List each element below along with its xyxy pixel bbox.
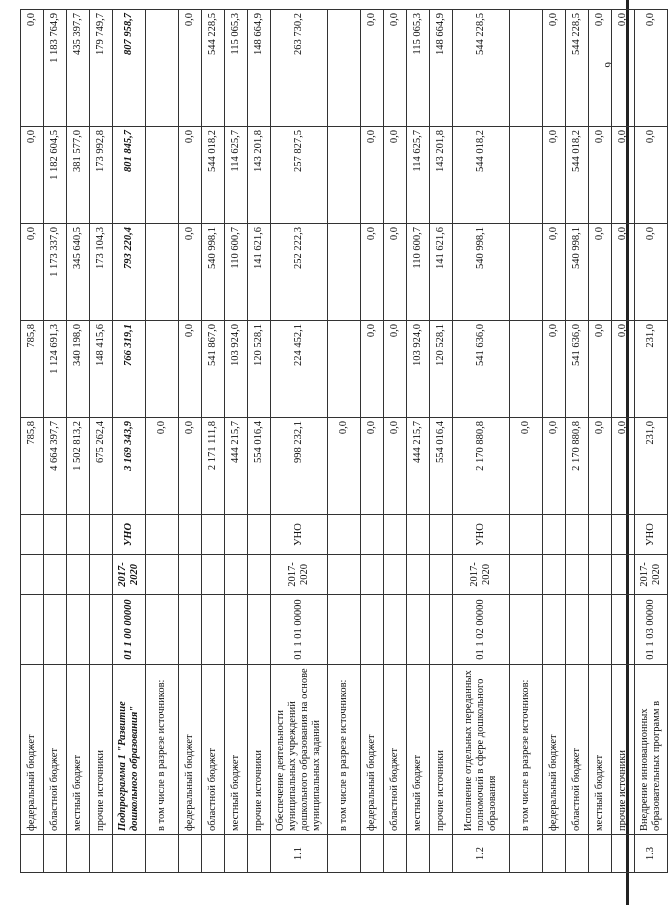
row-name-cell: Обеспечение деятельности муниципальных учреждений дошкольного образования на основе муниципальных заданий (271, 665, 328, 835)
budget-code-cell: 01 1 00 00000 (113, 595, 146, 665)
executor-cell (179, 515, 202, 555)
period-cell (67, 555, 90, 595)
value-cell (328, 127, 361, 224)
row-name-cell: прочие источники (430, 665, 453, 835)
row-number-cell (179, 835, 202, 873)
value-cell: 544 228,5 (453, 10, 510, 127)
period-cell (430, 555, 453, 595)
budget-code-cell: 01 1 02 00000 (453, 595, 510, 665)
period-cell (179, 555, 202, 595)
budget-code-cell (566, 595, 589, 665)
row-name-cell: федеральный бюджет (361, 665, 384, 835)
executor-cell: УНО (453, 515, 510, 555)
value-cell: 114 625,7 (225, 127, 248, 224)
row-name-cell: федеральный бюджет (21, 665, 44, 835)
value-cell (510, 10, 543, 127)
table-row (21, 10, 44, 873)
budget-code-cell (225, 595, 248, 665)
value-cell: 141 621,6 (248, 224, 271, 321)
value-cell: 110 600,7 (407, 224, 430, 321)
value-cell: 0,0 (179, 224, 202, 321)
value-cell: 675 262,4 (90, 418, 113, 515)
value-cell: 998 232,1 (271, 418, 328, 515)
budget-code-cell (146, 595, 179, 665)
row-number-cell (407, 835, 430, 873)
executor-cell (67, 515, 90, 555)
row-number-cell (612, 835, 635, 873)
value-cell: 3 169 343,9 (113, 418, 146, 515)
row-number-cell (113, 835, 146, 873)
budget-table-body (21, 10, 668, 873)
table-row (146, 10, 179, 873)
row-number-cell (430, 835, 453, 873)
row-name-cell: федеральный бюджет (543, 665, 566, 835)
period-cell (589, 555, 612, 595)
table-row (271, 10, 328, 873)
value-cell: 4 664 397,7 (44, 418, 67, 515)
row-name-cell: в том числе в разрезе источников: (510, 665, 543, 835)
value-cell: 544 018,2 (453, 127, 510, 224)
table-row (407, 10, 430, 873)
period-cell (543, 555, 566, 595)
row-number-cell (225, 835, 248, 873)
row-number-cell (202, 835, 225, 873)
table-row (589, 10, 612, 873)
row-number-cell (248, 835, 271, 873)
period-cell (361, 555, 384, 595)
executor-cell (589, 515, 612, 555)
value-cell: 115 065,3 (407, 10, 430, 127)
value-cell: 0,0 (21, 224, 44, 321)
budget-code-cell (44, 595, 67, 665)
value-cell: 231,0 (635, 418, 668, 515)
value-cell: 0,0 (384, 10, 407, 127)
table-row (248, 10, 271, 873)
value-cell: 115 065,3 (225, 10, 248, 127)
table-row (113, 10, 146, 873)
value-cell: 0,0 (361, 224, 384, 321)
row-name-cell: местный бюджет (67, 665, 90, 835)
table-row (44, 10, 67, 873)
value-cell (328, 224, 361, 321)
value-cell (510, 224, 543, 321)
budget-code-cell (328, 595, 361, 665)
period-cell (384, 555, 407, 595)
row-name-cell: Внедрение инновационных образовательных программ в (635, 665, 668, 835)
row-number-cell (146, 835, 179, 873)
value-cell (328, 321, 361, 418)
row-number-cell (589, 835, 612, 873)
value-cell: 0,0 (21, 127, 44, 224)
value-cell: 0,0 (543, 224, 566, 321)
value-cell: 103 924,0 (225, 321, 248, 418)
value-cell: 0,0 (635, 10, 668, 127)
row-number-cell (510, 835, 543, 873)
value-cell: 0,0 (146, 418, 179, 515)
budget-code-cell (67, 595, 90, 665)
table-row (361, 10, 384, 873)
value-cell: 173 104,3 (90, 224, 113, 321)
row-number-cell (361, 835, 384, 873)
row-name-cell: областной бюджет (384, 665, 407, 835)
table-row (90, 10, 113, 873)
table-row (543, 10, 566, 873)
page-number: 6 (602, 62, 614, 68)
value-cell: 0,0 (384, 224, 407, 321)
value-cell: 0,0 (384, 418, 407, 515)
value-cell: 807 958,7 (113, 10, 146, 127)
row-number-cell (67, 835, 90, 873)
period-cell (44, 555, 67, 595)
row-name-cell: Исполнение отдельных переданных полномочий в сфере дошкольного образования (453, 665, 510, 835)
table-row (67, 10, 90, 873)
value-cell: 0,0 (589, 224, 612, 321)
table-row (384, 10, 407, 873)
value-cell: 0,0 (384, 127, 407, 224)
budget-table-sheet (20, 10, 662, 873)
value-cell: 2 170 880,8 (566, 418, 589, 515)
value-cell: 340 198,0 (67, 321, 90, 418)
row-name-cell: областной бюджет (202, 665, 225, 835)
period-cell (328, 555, 361, 595)
period-cell: 2017-2020 (271, 555, 328, 595)
value-cell: 0,0 (361, 418, 384, 515)
executor-cell (361, 515, 384, 555)
value-cell: 141 621,6 (430, 224, 453, 321)
value-cell: 143 201,8 (430, 127, 453, 224)
value-cell: 544 228,5 (566, 10, 589, 127)
value-cell: 0,0 (361, 127, 384, 224)
budget-code-cell (589, 595, 612, 665)
budget-code-cell (407, 595, 430, 665)
value-cell: 0,0 (543, 127, 566, 224)
row-number-cell (384, 835, 407, 873)
row-number-cell: 1.3 (635, 835, 668, 873)
period-cell (225, 555, 248, 595)
row-name-cell: областной бюджет (44, 665, 67, 835)
row-number-cell (21, 835, 44, 873)
row-name-cell: прочие источники (248, 665, 271, 835)
period-cell: 2017-2020 (635, 555, 668, 595)
table-row (430, 10, 453, 873)
value-cell: 785,8 (21, 418, 44, 515)
value-cell (510, 321, 543, 418)
budget-code-cell (179, 595, 202, 665)
value-cell: 148 664,9 (248, 10, 271, 127)
value-cell: 0,0 (543, 10, 566, 127)
executor-cell (384, 515, 407, 555)
value-cell: 554 016,4 (248, 418, 271, 515)
budget-table (20, 9, 668, 873)
period-cell (612, 555, 635, 595)
row-name-cell: местный бюджет (589, 665, 612, 835)
value-cell: 0,0 (179, 127, 202, 224)
table-row (566, 10, 589, 873)
value-cell: 0,0 (543, 321, 566, 418)
value-cell: 148 415,6 (90, 321, 113, 418)
row-name-cell: местный бюджет (407, 665, 430, 835)
value-cell: 0,0 (179, 10, 202, 127)
row-number-cell (90, 835, 113, 873)
budget-code-cell (248, 595, 271, 665)
executor-cell (44, 515, 67, 555)
executor-cell (407, 515, 430, 555)
value-cell: 257 827,5 (271, 127, 328, 224)
value-cell: 2 170 880,8 (453, 418, 510, 515)
value-cell: 179 749,7 (90, 10, 113, 127)
budget-code-cell (21, 595, 44, 665)
budget-code-cell (202, 595, 225, 665)
row-name-cell: областной бюджет (566, 665, 589, 835)
value-cell: 541 867,0 (202, 321, 225, 418)
row-name-cell: местный бюджет (225, 665, 248, 835)
budget-code-cell (543, 595, 566, 665)
value-cell: 224 452,1 (271, 321, 328, 418)
value-cell: 0,0 (612, 10, 635, 127)
value-cell: 143 201,8 (248, 127, 271, 224)
value-cell (146, 127, 179, 224)
value-cell: 544 018,2 (566, 127, 589, 224)
value-cell: 541 636,0 (453, 321, 510, 418)
value-cell: 541 636,0 (566, 321, 589, 418)
value-cell: 0,0 (589, 321, 612, 418)
period-cell: 2017-2020 (453, 555, 510, 595)
value-cell: 554 016,4 (430, 418, 453, 515)
period-cell (248, 555, 271, 595)
row-name-cell: в том числе в разрезе источников: (328, 665, 361, 835)
budget-code-cell: 01 1 01 00000 (271, 595, 328, 665)
budget-code-cell (361, 595, 384, 665)
value-cell: 1 173 337,0 (44, 224, 67, 321)
value-cell: 544 018,2 (202, 127, 225, 224)
value-cell (510, 127, 543, 224)
value-cell: 1 124 691,3 (44, 321, 67, 418)
row-number-cell: 1.2 (453, 835, 510, 873)
value-cell: 120 528,1 (430, 321, 453, 418)
table-row (225, 10, 248, 873)
value-cell: 0,0 (589, 10, 612, 127)
value-cell: 120 528,1 (248, 321, 271, 418)
value-cell: 0,0 (21, 10, 44, 127)
value-cell: 0,0 (179, 321, 202, 418)
value-cell: 0,0 (510, 418, 543, 515)
row-name-cell: прочие источники (90, 665, 113, 835)
row-number-cell (44, 835, 67, 873)
executor-cell (328, 515, 361, 555)
executor-cell: УНО (113, 515, 146, 555)
row-number-cell (328, 835, 361, 873)
value-cell: 1 183 764,9 (44, 10, 67, 127)
budget-code-cell (612, 595, 635, 665)
value-cell (146, 224, 179, 321)
value-cell: 103 924,0 (407, 321, 430, 418)
table-row (202, 10, 225, 873)
table-row (328, 10, 361, 873)
budget-code-cell (430, 595, 453, 665)
value-cell: 173 992,8 (90, 127, 113, 224)
period-cell (90, 555, 113, 595)
value-cell: 785,8 (21, 321, 44, 418)
value-cell: 263 730,2 (271, 10, 328, 127)
row-number-cell (543, 835, 566, 873)
table-row (510, 10, 543, 873)
value-cell: 0,0 (635, 224, 668, 321)
period-cell (21, 555, 44, 595)
row-name-cell: прочие источники (612, 665, 635, 835)
table-row (635, 10, 668, 873)
executor-cell (510, 515, 543, 555)
value-cell: 381 577,0 (67, 127, 90, 224)
value-cell: 1 502 813,2 (67, 418, 90, 515)
value-cell: 148 664,9 (430, 10, 453, 127)
value-cell: 540 998,1 (566, 224, 589, 321)
value-cell: 0,0 (589, 127, 612, 224)
period-cell (407, 555, 430, 595)
value-cell: 1 182 604,5 (44, 127, 67, 224)
table-row (612, 10, 635, 873)
budget-code-cell (90, 595, 113, 665)
period-cell (146, 555, 179, 595)
value-cell: 540 998,1 (453, 224, 510, 321)
row-number-cell: 1.1 (271, 835, 328, 873)
value-cell: 345 640,5 (67, 224, 90, 321)
executor-cell (146, 515, 179, 555)
executor-cell: УНО (635, 515, 668, 555)
value-cell: 0,0 (612, 321, 635, 418)
executor-cell (225, 515, 248, 555)
row-name-cell: федеральный бюджет (179, 665, 202, 835)
value-cell: 252 222,3 (271, 224, 328, 321)
value-cell: 544 228,5 (202, 10, 225, 127)
value-cell: 0,0 (635, 127, 668, 224)
budget-code-cell (384, 595, 407, 665)
table-row (453, 10, 510, 873)
period-cell: 2017-2020 (113, 555, 146, 595)
executor-cell: УНО (271, 515, 328, 555)
value-cell: 0,0 (612, 127, 635, 224)
value-cell: 2 171 111,8 (202, 418, 225, 515)
executor-cell (90, 515, 113, 555)
value-cell: 0,0 (361, 10, 384, 127)
executor-cell (21, 515, 44, 555)
row-name-cell: Подпрограмма 1 "Развитие дошкольного образования" (113, 665, 146, 835)
executor-cell (543, 515, 566, 555)
executor-cell (612, 515, 635, 555)
executor-cell (566, 515, 589, 555)
value-cell: 0,0 (361, 321, 384, 418)
row-name-cell: в том числе в разрезе источников: (146, 665, 179, 835)
value-cell: 0,0 (328, 418, 361, 515)
value-cell: 114 625,7 (407, 127, 430, 224)
value-cell (328, 10, 361, 127)
budget-code-cell (510, 595, 543, 665)
value-cell: 110 600,7 (225, 224, 248, 321)
value-cell: 0,0 (179, 418, 202, 515)
value-cell: 0,0 (384, 321, 407, 418)
value-cell: 231,0 (635, 321, 668, 418)
value-cell (146, 321, 179, 418)
period-cell (566, 555, 589, 595)
value-cell: 0,0 (543, 418, 566, 515)
executor-cell (248, 515, 271, 555)
value-cell: 444 215,7 (407, 418, 430, 515)
period-cell (202, 555, 225, 595)
row-number-cell (566, 835, 589, 873)
value-cell: 0,0 (612, 418, 635, 515)
value-cell: 0,0 (589, 418, 612, 515)
executor-cell (202, 515, 225, 555)
value-cell: 793 220,4 (113, 224, 146, 321)
budget-code-cell: 01 1 03 00000 (635, 595, 668, 665)
value-cell: 766 319,1 (113, 321, 146, 418)
executor-cell (430, 515, 453, 555)
value-cell: 540 998,1 (202, 224, 225, 321)
period-cell (510, 555, 543, 595)
value-cell (146, 10, 179, 127)
value-cell: 801 845,7 (113, 127, 146, 224)
table-row (179, 10, 202, 873)
value-cell: 0,0 (612, 224, 635, 321)
value-cell: 444 215,7 (225, 418, 248, 515)
value-cell: 435 397,7 (67, 10, 90, 127)
